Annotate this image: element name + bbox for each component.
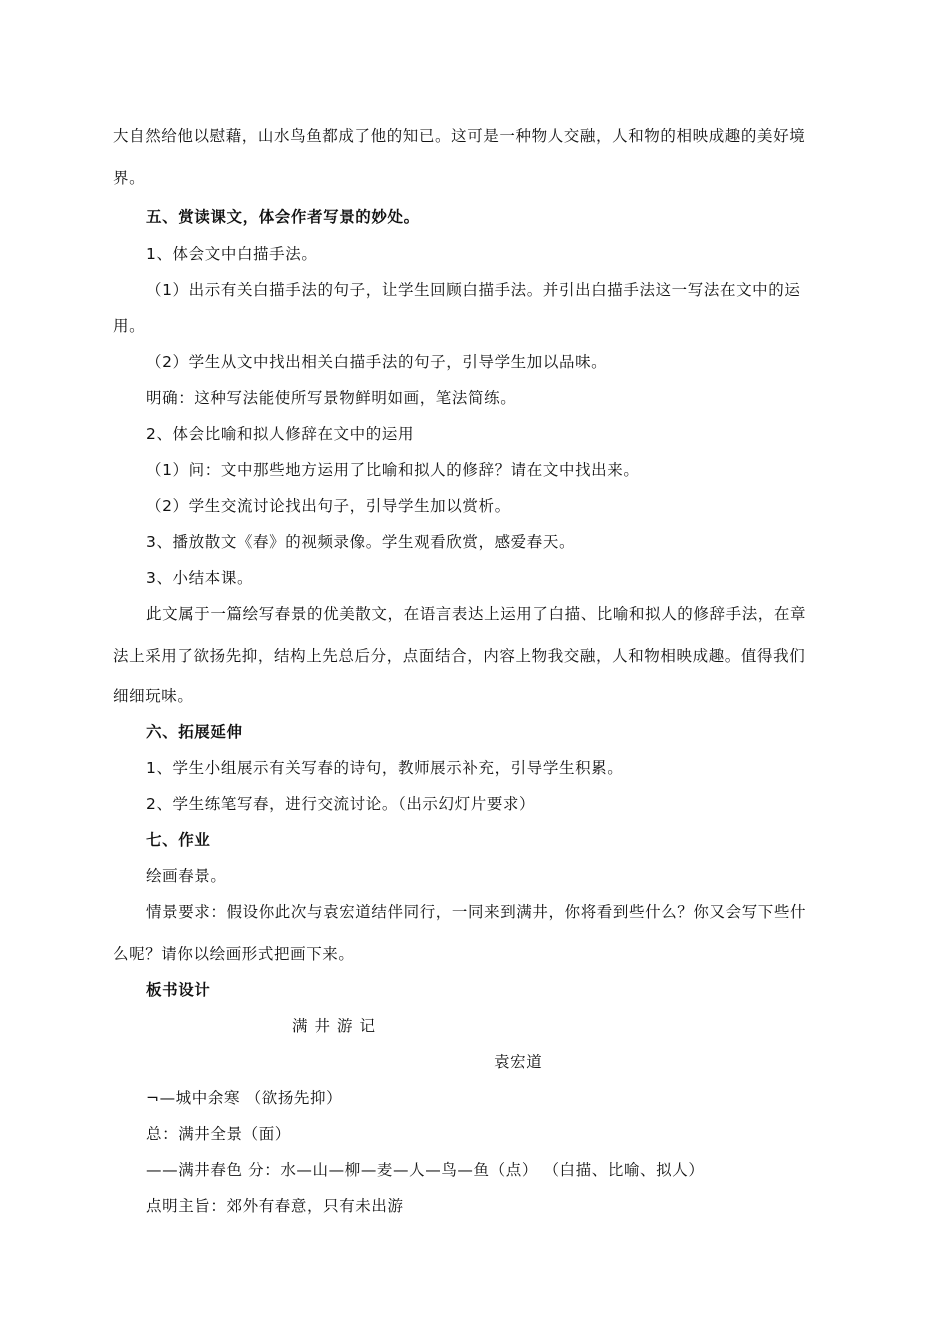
board-line: ——满井春色 分：水—山—柳—麦—人—鸟—鱼（点） （白描、比喻、拟人）	[146, 1161, 705, 1179]
paragraph-line: （1）问：文中那些地方运用了比喻和拟人的修辞？请在文中找出来。	[146, 461, 640, 479]
paragraph-line: 此文属于一篇绘写春景的优美散文，在语言表达上运用了白描、比喻和拟人的修辞手法，在章	[146, 605, 807, 623]
paragraph-line: 界。	[113, 169, 146, 187]
paragraph-line: （2）学生从文中找出相关白描手法的句子，引导学生加以品味。	[146, 353, 608, 371]
paragraph-line: 情景要求：假设你此次与袁宏道结伴同行，一同来到满井，你将看到些什么？你又会写下些什	[146, 903, 807, 921]
paragraph-line: 2、学生练笔写春，进行交流讨论。（出示幻灯片要求）	[146, 795, 536, 813]
paragraph-line: 细细玩味。	[113, 687, 194, 705]
board-title: 满井游记	[292, 1017, 383, 1035]
paragraph-line: 1、学生小组展示有关写春的诗句，教师展示补充，引导学生积累。	[146, 759, 624, 777]
paragraph-line: 明确：这种写法能使所写景物鲜明如画，笔法简练。	[146, 389, 517, 407]
paragraph-line: （2）学生交流讨论找出句子，引导学生加以赏析。	[146, 497, 511, 515]
section-heading: 板书设计	[146, 981, 211, 999]
paragraph-line: 绘画春景。	[146, 867, 227, 885]
board-line: ¬—城中余寒 （欲扬先抑）	[146, 1089, 343, 1107]
paragraph-line: （1）出示有关白描手法的句子，让学生回顾白描手法。并引出白描手法这一写法在文中的运	[146, 281, 801, 299]
paragraph-line: 法上采用了欲扬先抑，结构上先总后分，点面结合，内容上物我交融，人和物相映成趣。值得我们	[113, 647, 806, 665]
section-heading: 五、赏读课文，体会作者写景的妙处。	[146, 208, 420, 226]
paragraph-line: 3、小结本课。	[146, 569, 254, 587]
section-heading: 六、拓展延伸	[146, 723, 243, 741]
paragraph-line: 用。	[113, 317, 146, 335]
paragraph-line: 1、体会文中白描手法。	[146, 245, 318, 263]
section-heading: 七、作业	[146, 831, 211, 849]
board-line: 点明主旨：郊外有春意，只有未出游	[146, 1197, 404, 1215]
board-author: 袁宏道	[494, 1053, 543, 1071]
paragraph-line: 3、播放散文《春》的视频录像。学生观看欣赏，感爱春天。	[146, 533, 576, 551]
paragraph-line: 2、体会比喻和拟人修辞在文中的运用	[146, 425, 415, 443]
board-line: 总：满井全景（面）	[146, 1125, 291, 1143]
paragraph-line: 么呢？请你以绘画形式把画下来。	[113, 945, 355, 963]
paragraph-line: 大自然给他以慰藉，山水鸟鱼都成了他的知已。这可是一种物人交融，人和物的相映成趣的美好境	[113, 127, 806, 145]
